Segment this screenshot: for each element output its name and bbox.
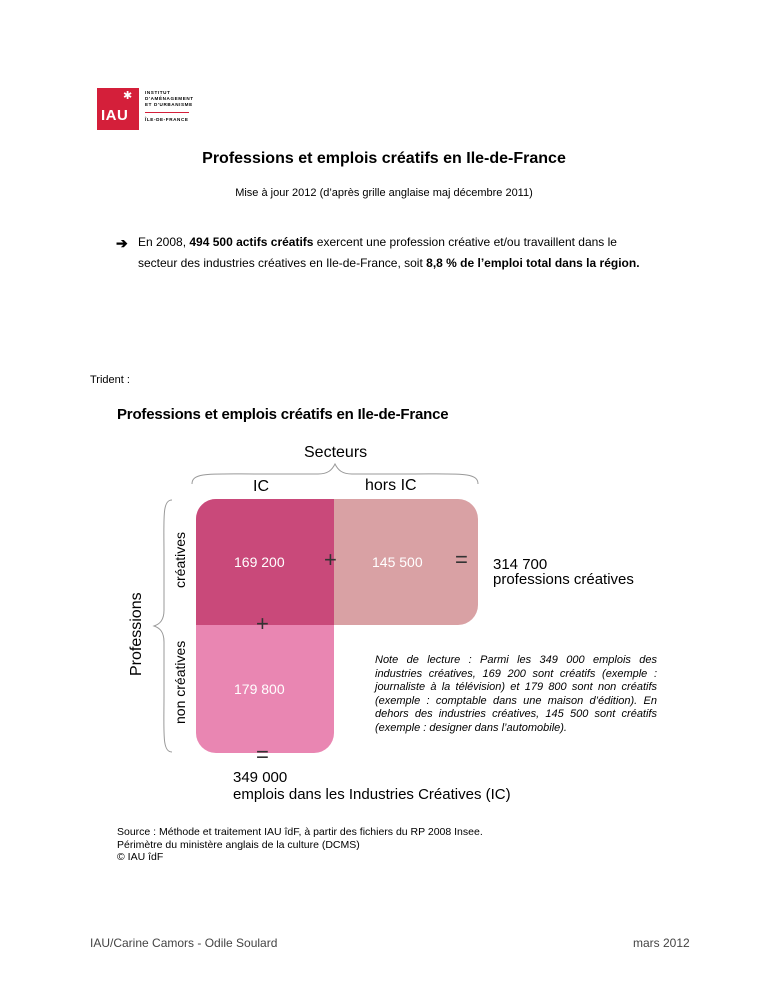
figure-title: Professions et emplois créatifs en Ile-de-France (117, 406, 449, 423)
plus-sign-h: + (324, 547, 337, 572)
logo-line-3: ET D'URBANISME (145, 102, 193, 107)
total-prof-number: 314 700 (493, 556, 548, 573)
source-line-2: Périmètre du ministère anglais de la culture (DCMS) (117, 838, 360, 851)
logo-star-icon: ✱ (123, 90, 133, 102)
label-creatives: créatives (172, 531, 188, 588)
equals-sign-v: = (256, 742, 269, 767)
logo-line-4: ÎLE-DE-FRANCE (145, 117, 189, 122)
source-line-3: © IAU îdF (117, 851, 164, 863)
equals-sign-h: = (455, 547, 468, 572)
trident-label: Trident : (90, 374, 130, 386)
intro-bold-1: 494 500 actifs créatifs (189, 235, 314, 249)
brace-professions (152, 498, 176, 754)
label-secteurs: Secteurs (304, 444, 368, 461)
value-ic-non-creatives: 179 800 (234, 681, 285, 697)
logo-abbr: IAU (101, 107, 129, 124)
footer-date: mars 2012 (633, 936, 690, 950)
page-title: Professions et emplois créatifs en Ile-de-France (202, 150, 566, 167)
plus-sign-v: + (256, 611, 269, 636)
source-line-1: Source : Méthode et traitement IAU îdF, à partir des fichiers du RP 2008 Insee. (117, 826, 483, 838)
intro-text-1: En 2008, (138, 235, 190, 249)
value-hors-ic-creatives: 145 500 (372, 554, 423, 570)
intro-paragraph (138, 232, 658, 273)
total-ic-label: emplois dans les Industries Créatives (IC) (233, 786, 511, 803)
figure-source (117, 826, 483, 864)
intro-bold-2: 8,8 % de l’emploi total dans la région. (426, 255, 640, 270)
label-ic: IC (253, 478, 269, 495)
label-non-creatives: non créatives (172, 640, 188, 724)
reading-note: Note de lecture : Parmi les 349 000 emplois des industries créatives, 169 200 sont créatifs (exemple : journaliste à la télévision) et 179 800 sont non créatifs (exemple : comptable dans une maison d’édition). En dehors des industries créatives, 145 500 sont créatifs (exemple : designer dans l’automobile). (375, 654, 657, 734)
logo-separator (145, 112, 189, 113)
logo-line-2: D'AMÉNAGEMENT (145, 96, 194, 101)
value-ic-creatives: 169 200 (234, 554, 285, 570)
page-subtitle: Mise à jour 2012 (d’après grille anglaise maj décembre 2011) (235, 187, 533, 199)
footer-authors: IAU/Carine Camors - Odile Soulard (90, 936, 278, 950)
label-professions: Professions (128, 592, 145, 676)
total-ic-number: 349 000 (233, 769, 288, 786)
total-prof-label: professions créatives (493, 571, 634, 588)
intro-text-2: exercent une profession créative et/ou travaillent dans le secteur des industries créatives en Ile-de-France, soit (138, 235, 617, 270)
arrow-right-icon: ➔ (116, 235, 128, 251)
brace-secteurs (190, 462, 480, 486)
label-hors-ic: hors IC (365, 477, 417, 494)
logo-line-1: INSTITUT (145, 90, 171, 95)
